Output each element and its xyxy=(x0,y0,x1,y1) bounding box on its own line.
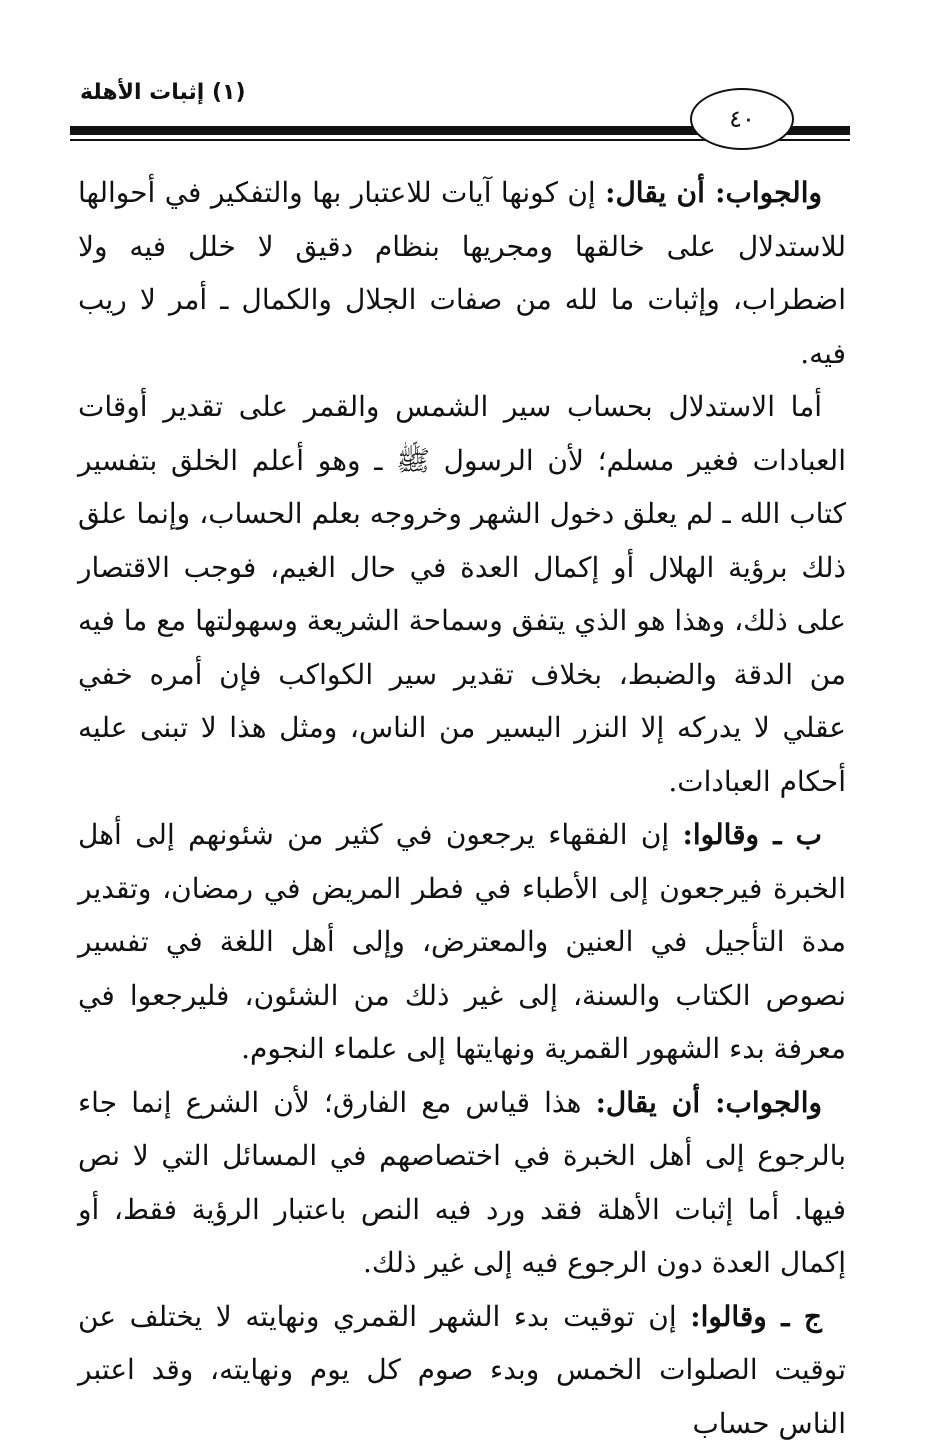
paragraph-lead: ج ـ وقالوا: xyxy=(690,1300,822,1333)
paragraph-answer-2 xyxy=(78,1076,846,1290)
paragraph-lead: والجواب: أن يقال: xyxy=(605,176,822,209)
paragraph-lead: ب ـ وقالوا: xyxy=(683,818,822,851)
paragraph-text: هذا قياس مع الفارق؛ لأن الشرع إنما جاء بالرجوع إلى أهل الخبرة في اختصاصهم في المسائل التي لا نص فيها. أما إثبات الأهلة فقد ورد فيه النص باعتبار الرؤية فقط، أو إكمال العدة دون الرجوع فيه إلى غير ذلك. xyxy=(78,1086,846,1280)
paragraph-answer-1 xyxy=(78,166,846,380)
page-number-oval xyxy=(690,88,794,150)
page-number: ٤٠ xyxy=(729,107,755,131)
running-title: (١) إثبات الأهلة xyxy=(80,80,246,105)
paragraph-lead: والجواب: أن يقال: xyxy=(596,1086,822,1119)
paragraph-text: إن توقيت بدء الشهر القمري ونهايته لا يختلف عن توقيت الصلوات الخمس وبدء صوم كل يوم ونهايته، وقد اعتبر الناس حساب xyxy=(78,1300,846,1440)
paragraph-claim-b xyxy=(78,808,846,1076)
paragraph-claim-c xyxy=(78,1290,846,1450)
page-header xyxy=(70,70,850,160)
paragraph-text: أما الاستدلال بحساب سير الشمس والقمر على تقدير أوقات العبادات فغير مسلم؛ لأن الرسول ﷺ ـ وهو أعلم الخلق بتفسير كتاب الله ـ لم يعلق دخول الشهر وخروجه بعلم الحساب، وإنما علق ذلك برؤية الهلال أو إكمال العدة في حال الغيم، فوجب الاقتصار على ذلك، وهذا هو الذي يتفق وسماحة الشريعة وسهولتها مع ما فيه من الدقة والضبط، بخلاف تقدير سير الكواكب فإن أمره خفي عقلي لا يدركه إلا النزر اليسير من الناس، ومثل هذا لا تبنى عليه أحكام العبادات. xyxy=(78,390,846,798)
paragraph-astronomical-calculation xyxy=(78,380,846,808)
page-body xyxy=(78,166,846,1450)
paragraph-text: إن الفقهاء يرجعون في كثير من شئونهم إلى أهل الخبرة فيرجعون إلى الأطباء في فطر المريض في رمضان، وتقدير مدة التأجيل في العنين والمعترض، وإلى أهل اللغة في تفسير نصوص الكتاب والسنة، إلى غير ذلك من الشئون، فليرجعوا في معرفة بدء الشهور القمرية ونهايتها إلى علماء النجوم. xyxy=(78,818,846,1065)
paragraph-text: إن كونها آيات للاعتبار بها والتفكير في أحوالها للاستدلال على خالقها ومجريها بنظام دقيق لا خلل فيه ولا اضطراب، وإثبات ما لله من صفات الجلال والكمال ـ أمر لا ريب فيه. xyxy=(78,176,846,370)
